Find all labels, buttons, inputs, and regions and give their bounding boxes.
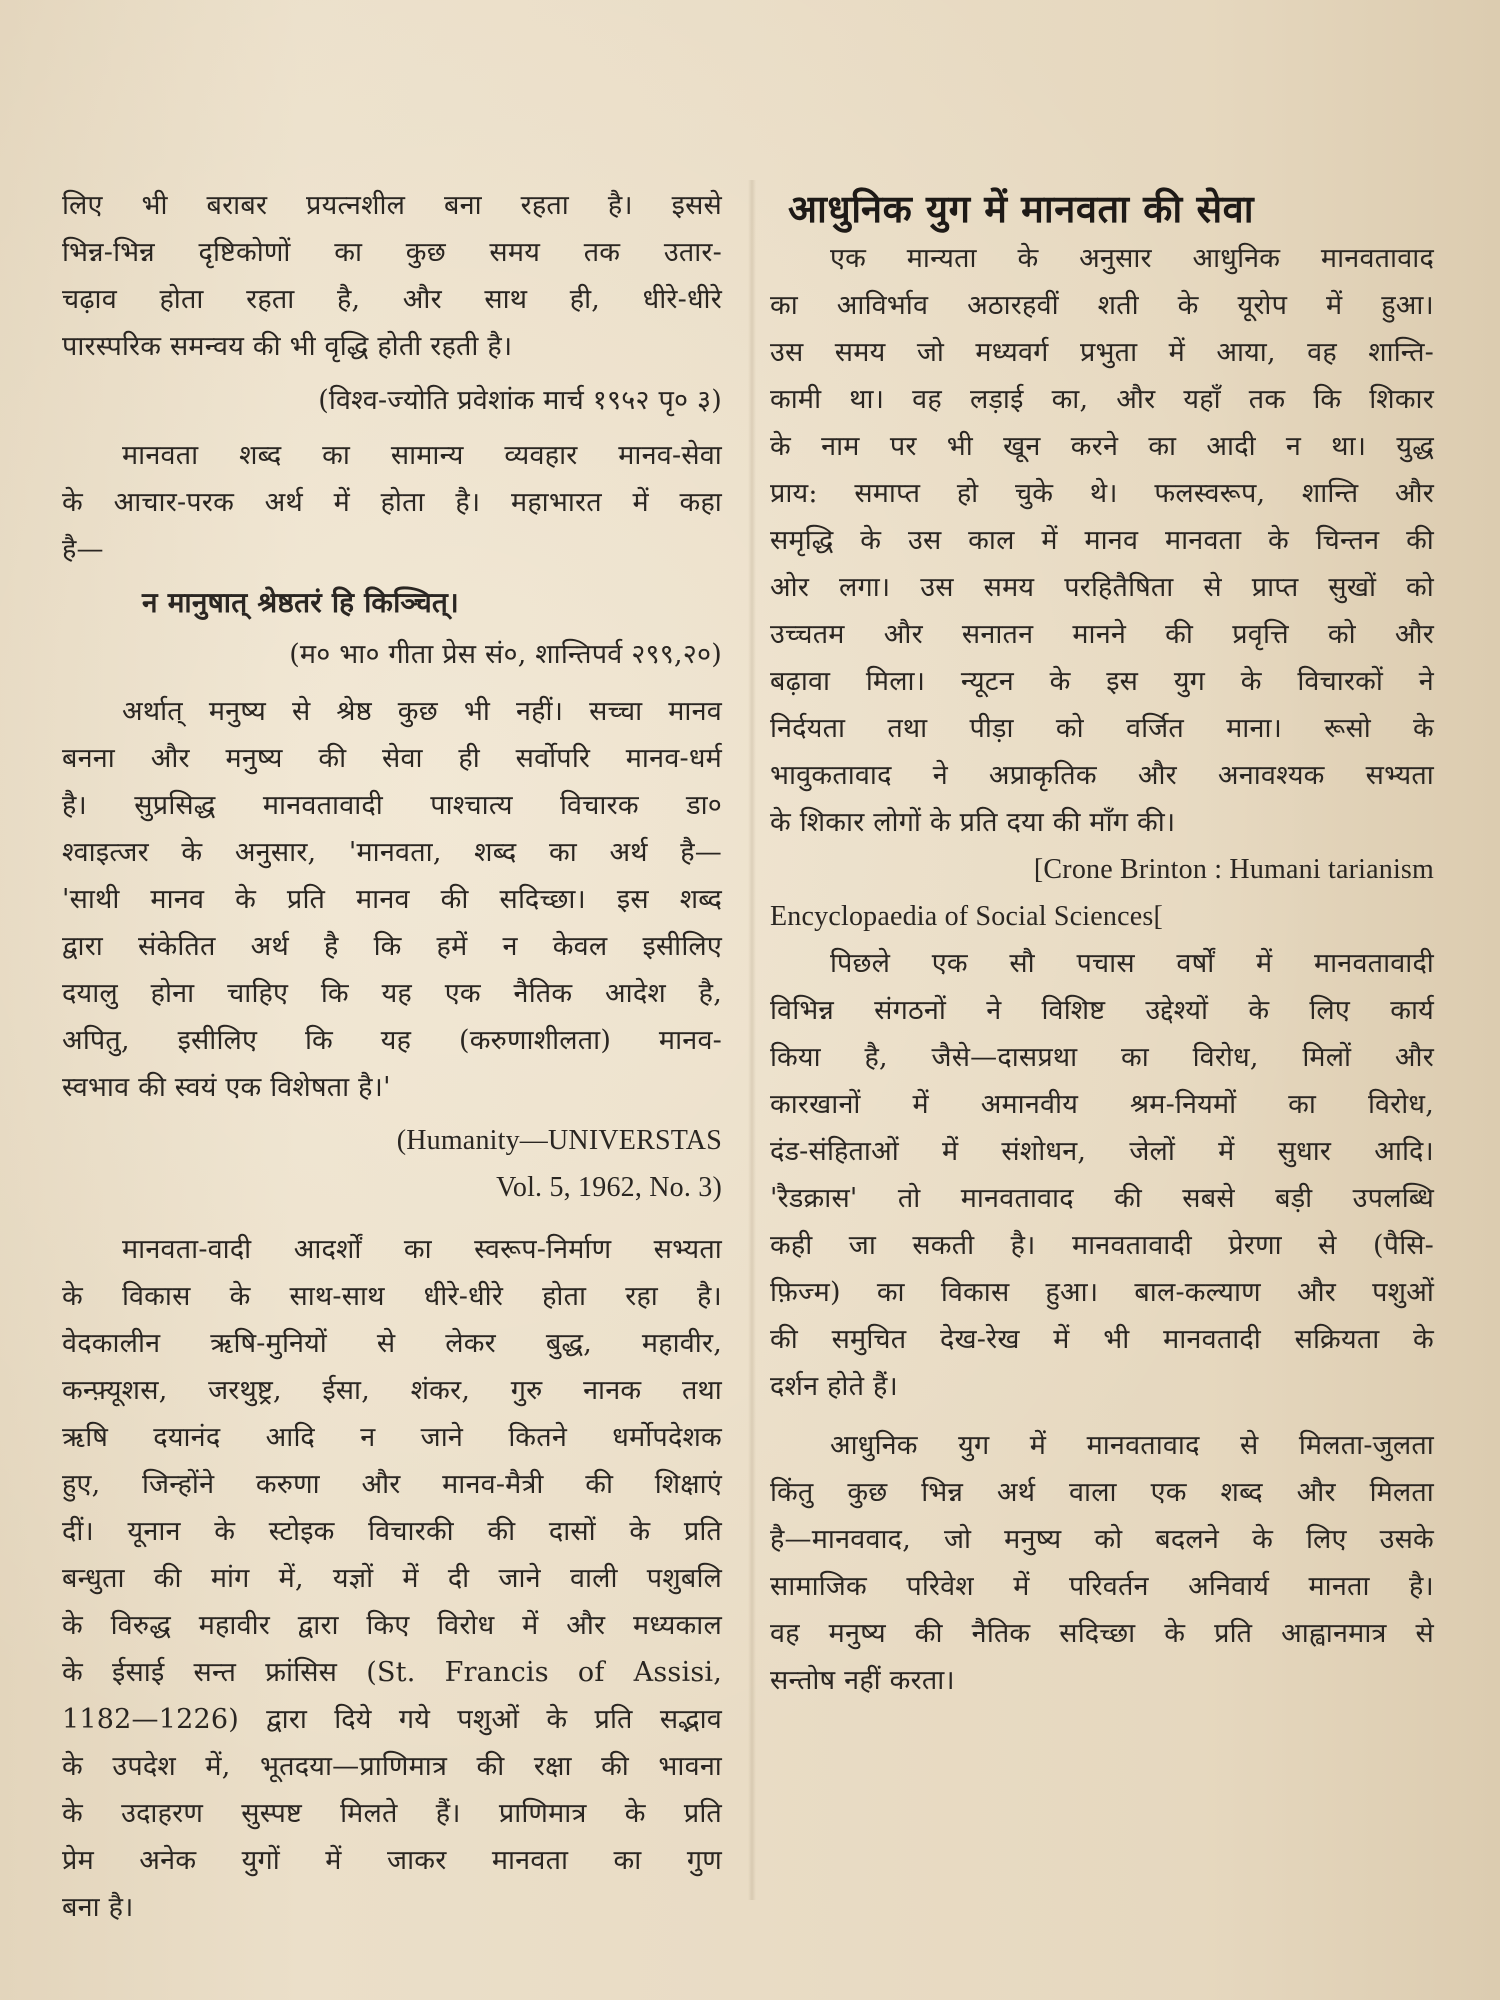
section-title: आधुनिक युग में मानवता की सेवा <box>788 186 1255 231</box>
body-line: विभिन्न संगठनों ने विशिष्ट उद्देश्यों के लिए कार्य <box>770 995 1434 1026</box>
body-line: ऋषि दयानंद आदि न जाने कितने धर्मोपदेशक <box>62 1422 722 1453</box>
body-line: है। सुप्रसिद्ध मानवतावादी पाश्चात्य विचारक डा० <box>62 790 722 821</box>
body-line: दंड-संहिताओं में संशोधन, जेलों में सुधार आदि। <box>770 1136 1434 1167</box>
body-line: 'रैडक्रास' तो मानवतावाद की सबसे बड़ी उपलब्धि <box>770 1183 1434 1214</box>
body-line: है— <box>62 534 104 565</box>
body-line: प्राय: समाप्त हो चुके थे। फलस्वरूप, शान्ति और <box>770 478 1434 509</box>
body-line: के नाम पर भी खून करने का आदी न था। युद्ध <box>770 431 1434 462</box>
body-line: बढ़ावा मिला। न्यूटन के इस युग के विचारकों ने <box>770 666 1434 697</box>
body-line: कामी था। वह लड़ाई का, और यहाँ तक कि शिकार <box>770 384 1434 415</box>
body-line: 1182—1226) द्वारा दिये गये पशुओं के प्रति सद्भाव <box>62 1704 722 1735</box>
body-line: सन्तोष नहीं करता। <box>770 1665 955 1696</box>
body-line: पारस्परिक समन्वय की भी वृद्धि होती रहती है। <box>62 331 513 362</box>
body-line: कन्फ़्यूशस, जरथुष्ट्र, ईसा, शंकर, गुरु नानक तथा <box>62 1375 722 1406</box>
citation-line: Encyclopaedia of Social Sciences[ <box>770 901 1163 932</box>
body-line: भावुकतावाद ने अप्राकृतिक और अनावश्यक सभ्यता <box>770 760 1434 791</box>
body-line: समृद्धि के उस काल में मानव मानवता के चिन्तन की <box>770 525 1434 556</box>
body-line: चढ़ाव होता रहता है, और साथ ही, धीरे-धीरे <box>62 284 722 315</box>
body-line: है—मानववाद, जो मनुष्य को बदलने के लिए उसके <box>770 1524 1434 1555</box>
body-line: लिए भी बराबर प्रयत्नशील बना रहता है। इससे <box>62 190 722 221</box>
body-line: वेदकालीन ऋषि-मुनियों से लेकर बुद्ध, महावीर, <box>62 1328 722 1359</box>
body-line: सामाजिक परिवेश में परिवर्तन अनिवार्य मानता है। <box>770 1571 1434 1602</box>
body-line: के ईसाई सन्त फ्रांसिस (St. Francis of Assisi, <box>62 1657 722 1688</box>
body-line: श्वाइत्जर के अनुसार, 'मानवता, शब्द का अर्थ है— <box>62 837 722 868</box>
citation-line: (म० भा० गीता प्रेस सं०, शान्तिपर्व २९९,२०) <box>289 639 722 670</box>
body-line: के शिकार लोगों के प्रति दया की माँग की। <box>770 807 1176 838</box>
body-line: का आविर्भाव अठारहवीं शती के यूरोप में हुआ। <box>770 290 1434 321</box>
citation-line: Vol. 5, 1962, No. 3) <box>496 1172 722 1203</box>
body-line: उच्चतम और सनातन मानने की प्रवृत्ति को और <box>770 619 1434 650</box>
body-line: हुए, जिन्होंने करुणा और मानव-मैत्री की शिक्षाएं <box>62 1469 722 1500</box>
citation-line: (विश्व-ज्योति प्रवेशांक मार्च १९५२ पृ० ३) <box>318 385 722 416</box>
citation-line: (Humanity—UNIVERSTAS <box>396 1125 722 1156</box>
body-line: अपितु, इसीलिए कि यह (करुणाशीलता) मानव- <box>62 1025 722 1056</box>
sanskrit-verse: न मानुषात् श्रेष्ठतरं हि किञ्चित्। <box>142 586 459 619</box>
body-line: फ़िज्म) का विकास हुआ। बाल-कल्याण और पशुओं <box>770 1277 1434 1308</box>
body-line: अर्थात् मनुष्य से श्रेष्ठ कुछ भी नहीं। सच्चा मानव <box>122 696 722 727</box>
body-line: के उदाहरण सुस्पष्ट मिलते हैं। प्राणिमात्र के प्रति <box>62 1798 722 1829</box>
body-line: किंतु कुछ भिन्न अर्थ वाला एक शब्द और मिलता <box>770 1477 1434 1508</box>
body-line: प्रेम अनेक युगों में जाकर मानवता का गुण <box>62 1845 722 1876</box>
body-line: मानवता शब्द का सामान्य व्यवहार मानव-सेवा <box>122 440 722 471</box>
body-line: दयालु होना चाहिए कि यह एक नैतिक आदेश है, <box>62 978 722 1009</box>
body-line: किया है, जैसे—दासप्रथा का विरोध, मिलों और <box>770 1042 1434 1073</box>
body-line: उस समय जो मध्यवर्ग प्रभुता में आया, वह शान्ति- <box>770 337 1434 368</box>
body-line: स्वभाव की स्वयं एक विशेषता है।' <box>62 1072 391 1103</box>
body-line: के उपदेश में, भूतदया—प्राणिमात्र की रक्षा की भावना <box>62 1751 722 1782</box>
body-line: बन्धुता की मांग में, यज्ञों में दी जाने वाली पशुबलि <box>62 1563 722 1594</box>
body-line: निर्दयता तथा पीड़ा को वर्जित माना। रूसो के <box>770 713 1434 744</box>
body-line: दर्शन होते हैं। <box>770 1371 898 1402</box>
body-line: दीं। यूनान के स्टोइक विचारकी की दासों के प्रति <box>62 1516 722 1547</box>
body-line: के विरुद्ध महावीर द्वारा किए विरोध में और मध्यकाल <box>62 1610 722 1641</box>
body-line: 'साथी मानव के प्रति मानव की सदिच्छा। इस शब्द <box>62 884 722 915</box>
body-line: वह मनुष्य की नैतिक सदिच्छा के प्रति आह्वानमात्र से <box>770 1618 1434 1649</box>
body-line: पिछले एक सौ पचास वर्षों में मानवतावादी <box>830 948 1434 979</box>
body-line: के आचार-परक अर्थ में होता है। महाभारत में कहा <box>62 487 722 518</box>
body-line: की समुचित देख-रेख में भी मानवतादी सक्रियता के <box>770 1324 1434 1355</box>
body-line: बनना और मनुष्य की सेवा ही सर्वोपरि मानव-धर्म <box>62 743 722 774</box>
body-line: एक मान्यता के अनुसार आधुनिक मानवतावाद <box>830 243 1434 274</box>
column-gutter <box>748 180 756 1900</box>
body-line: आधुनिक युग में मानवतावाद से मिलता-जुलता <box>830 1430 1434 1461</box>
body-line: द्वारा संकेतित अर्थ है कि हमें न केवल इसीलिए <box>62 931 722 962</box>
body-line: मानवता-वादी आदर्शों का स्वरूप-निर्माण सभ्यता <box>122 1234 722 1265</box>
body-line: ओर लगा। उस समय परहितैषिता से प्राप्त सुखों को <box>770 572 1434 603</box>
body-line: भिन्न-भिन्न दृष्टिकोणों का कुछ समय तक उतार- <box>62 237 722 268</box>
body-line: बना है। <box>62 1892 134 1923</box>
citation-line: [Crone Brinton : Humani tarianism <box>1033 854 1434 885</box>
body-line: के विकास के साथ-साथ धीरे-धीरे होता रहा है। <box>62 1281 722 1312</box>
body-line: कारखानों में अमानवीय श्रम-नियमों का विरोध, <box>770 1089 1434 1120</box>
body-line: कही जा सकती है। मानवतावादी प्रेरणा से (पैसि- <box>770 1230 1434 1261</box>
